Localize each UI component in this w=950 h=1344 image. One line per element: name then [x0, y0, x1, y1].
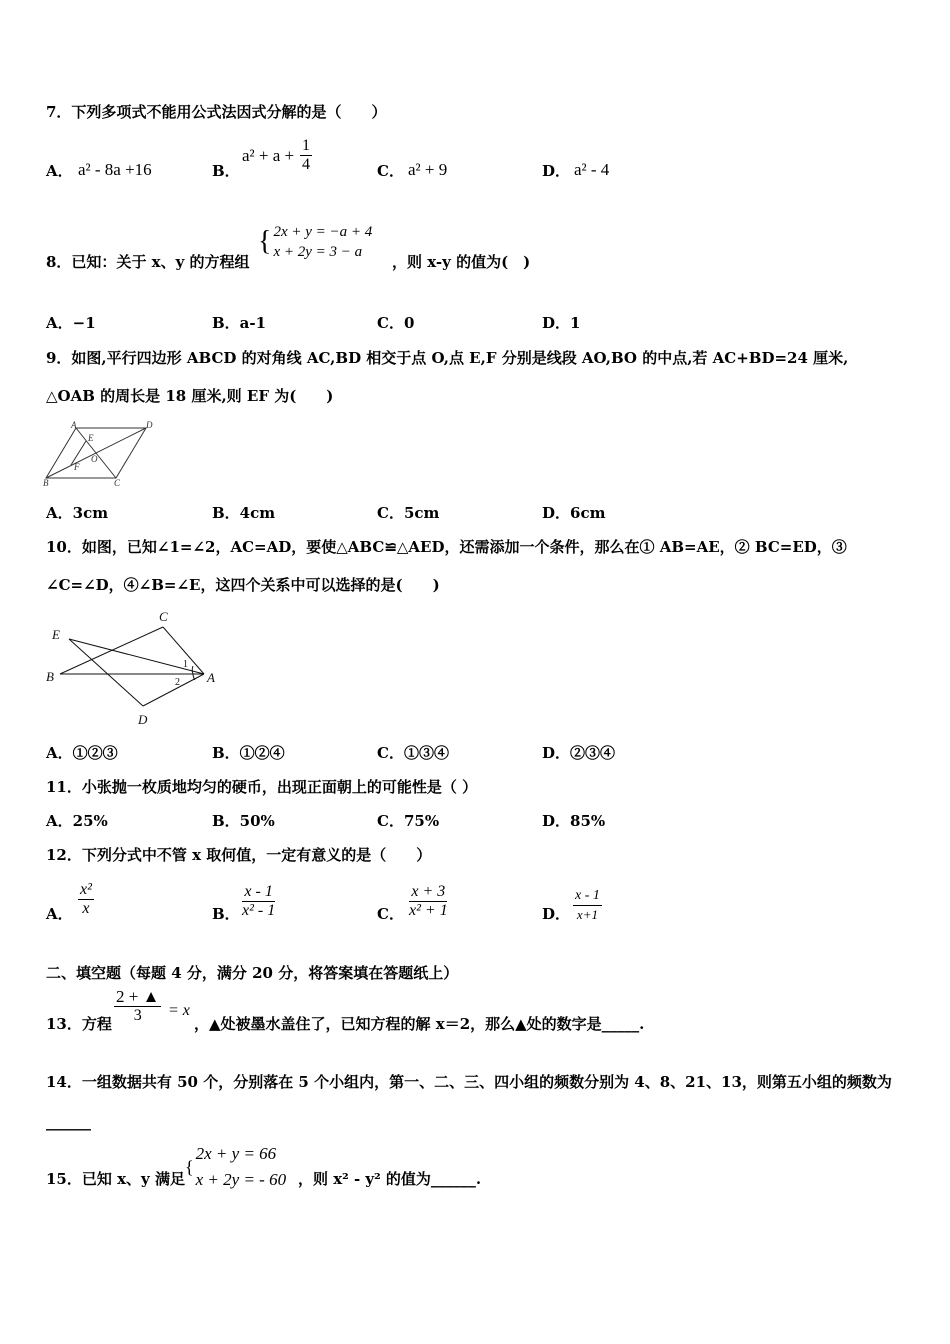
q10-option-d: D．②③④	[542, 744, 616, 762]
q13-num: 2 + ▲	[116, 987, 160, 1006]
q8-eq1: 2x + y = −a + 4	[273, 224, 373, 240]
q15-pre: 15．已知 x、y 满足	[46, 1170, 185, 1188]
q14-blank: ______	[46, 1113, 91, 1131]
q13-rhs: = x	[168, 1002, 190, 1019]
q9-label-a: A	[71, 420, 77, 430]
q8-option-d: D．1	[542, 314, 581, 332]
q12-option-b-num: x - 1	[244, 883, 273, 900]
q9-line2: △OAB 的周长是 18 厘米,则 EF 为( )	[46, 387, 334, 405]
q11-stem: 11．小张抛一枚质地均匀的硬币，出现正面朝上的可能性是（ ）	[46, 778, 478, 796]
q15-eq2: x + 2y = - 60	[195, 1170, 287, 1189]
q9-option-b: B．4cm	[212, 504, 276, 522]
q14-line1: 14．一组数据共有 50 个，分别落在 5 个小组内，第一、二、三、四小组的频数分别为 4、8、21、13，则第五小组的频数为	[46, 1073, 892, 1091]
q10-line2: ∠C=∠D，④∠B=∠E，这四个关系中可以选择的是( )	[46, 576, 440, 594]
q10-angle-arc-1	[192, 666, 193, 674]
q12-stem: 12．下列分式中不管 x 取何值，一定有意义的是（ ）	[46, 846, 432, 864]
q9-parallelogram-figure	[42, 420, 157, 486]
q13-post: ，▲处被墨水盖住了，已知方程的解 x＝2，那么▲处的数字是_____.	[194, 1015, 645, 1033]
q11-option-b: B．50%	[212, 812, 275, 830]
q12-option-d-fraction	[573, 887, 602, 924]
q8-stem-post: ，则 x-y 的值为( )	[392, 253, 531, 271]
q7-stem: 7．下列多项式不能用公式法因式分解的是（ ）	[46, 103, 387, 121]
q7-option-d-expr: a² - 4	[574, 160, 610, 179]
section2-title: 二、填空题（每题 4 分，满分 20 分，将答案填在答题纸上）	[46, 964, 459, 982]
q9-option-a: A．3cm	[46, 504, 109, 522]
q12-option-d-label: D．	[542, 905, 571, 923]
q12-option-c-den: x² + 1	[409, 902, 448, 919]
q10-label-b: B	[46, 669, 54, 684]
q10-label-1: 1	[183, 659, 188, 670]
q7-option-d-label: D．	[542, 162, 571, 180]
q7-option-c-expr: a² + 9	[408, 160, 448, 179]
q10-label-a: A	[207, 670, 215, 685]
q7-option-b-fraction	[300, 137, 312, 174]
q15-equation-system	[185, 1141, 286, 1193]
q10-label-e: E	[52, 627, 60, 642]
q8-equation-system	[258, 222, 372, 262]
q12-option-d-den: x+1	[576, 907, 598, 922]
q9-label-f: F	[74, 462, 80, 472]
q8-brace: {	[258, 226, 272, 257]
q12-option-b-den: x² - 1	[242, 902, 276, 919]
q8-option-b: B．a-1	[212, 314, 267, 332]
q8-option-a: A．−1	[46, 314, 96, 332]
q9-label-e: E	[88, 433, 94, 443]
q10-option-a: A．①②③	[46, 744, 118, 762]
q7-option-b-expr: a² + a +	[242, 146, 295, 165]
q8-option-c: C．0	[377, 314, 415, 332]
q10-segment-da	[143, 674, 204, 706]
q11-option-a: A．25%	[46, 812, 108, 830]
q11-option-d: D．85%	[542, 812, 606, 830]
q12-option-a-den: x	[82, 900, 90, 917]
q13-fraction	[114, 988, 161, 1025]
q13-pre: 13．方程	[46, 1015, 112, 1033]
q13-den: 3	[133, 1007, 142, 1024]
q7-option-c-label: C．	[377, 162, 404, 180]
q9-label-b: B	[43, 478, 49, 486]
q10-label-d: D	[138, 712, 148, 727]
q9-option-c: C．5cm	[377, 504, 440, 522]
q15-brace: {	[185, 1157, 194, 1177]
q8-stem-pre: 8．已知：关于 x、y 的方程组	[46, 253, 250, 271]
q10-label-2: 2	[175, 677, 180, 688]
q12-option-a-fraction	[78, 881, 94, 918]
q12-option-d-num: x - 1	[573, 887, 602, 906]
q15-post: ，则 x² - y² 的值为______.	[298, 1170, 482, 1188]
q12-option-a-label: A．	[46, 905, 73, 923]
q7-option-a-expr: a² - 8a +16	[78, 160, 152, 179]
q10-option-b: B．①②④	[212, 744, 285, 762]
q12-option-c-label: C．	[377, 905, 404, 923]
q9-label-d: D	[146, 420, 153, 430]
q9-label-o: O	[91, 454, 98, 464]
q9-option-d: D．6cm	[542, 504, 606, 522]
q7-option-b-num: 1	[302, 137, 310, 154]
q9-label-c: C	[114, 478, 121, 486]
q10-line1: 10．如图，已知∠1=∠2，AC=AD，要使△ABC≌△AED，还需添加一个条件，那么在① AB=AE，② BC=ED，③	[46, 538, 847, 556]
q11-option-c: C．75%	[377, 812, 440, 830]
q12-option-c-num: x + 3	[411, 883, 446, 900]
q12-option-c-fraction	[407, 883, 450, 920]
q7-option-b-den: 4	[302, 156, 310, 173]
q7-option-a-label: A．	[46, 162, 73, 180]
q8-eq2: x + 2y = 3 − a	[273, 244, 363, 260]
q7-option-b-label: B．	[212, 162, 240, 180]
q10-triangle-figure	[42, 605, 227, 730]
q12-option-a-num: x²	[80, 881, 92, 898]
q10-option-c: C．①③④	[377, 744, 449, 762]
q12-option-b-fraction	[240, 883, 277, 920]
q15-eq1: 2x + y = 66	[195, 1144, 277, 1163]
q12-option-b-label: B．	[212, 905, 240, 923]
q10-label-c: C	[159, 609, 168, 624]
q9-line1: 9．如图,平行四边形 ABCD 的对角线 AC,BD 相交于点 O,点 E,F 分别是线段 AO,BO 的中点,若 AC+BD=24 厘米,	[46, 349, 849, 367]
